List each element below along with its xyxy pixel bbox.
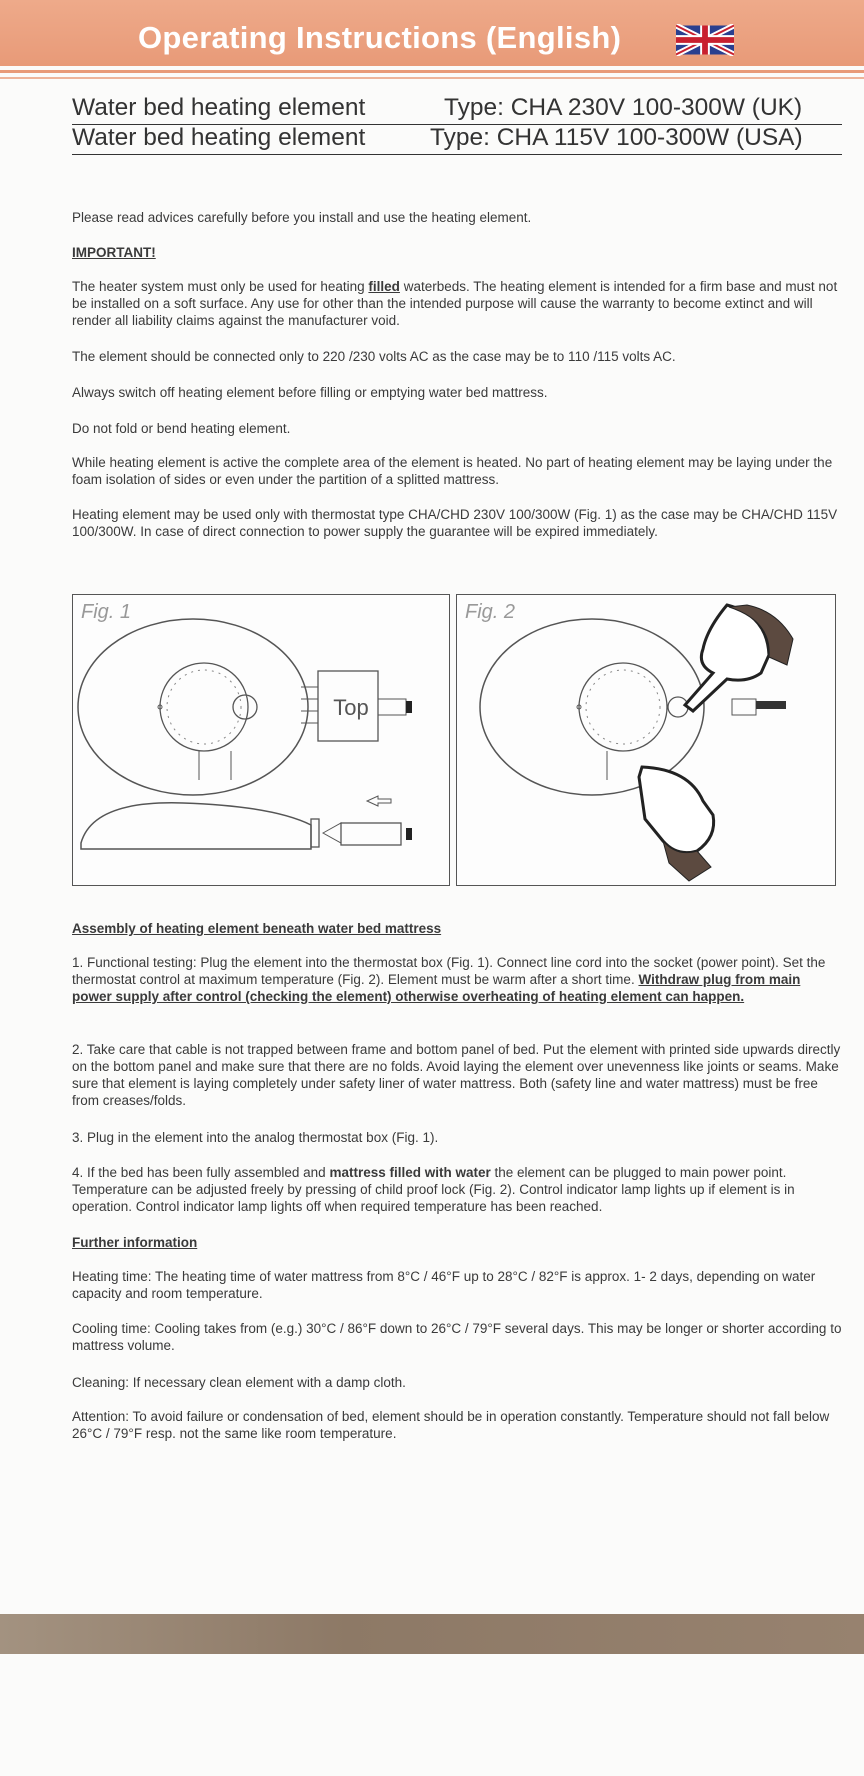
- important-paragraph-3: Always switch off heating element before filling or emptying water bed mattress.: [72, 385, 548, 400]
- product-type: Type: CHA 230V 100-300W (UK): [444, 94, 803, 121]
- thermostat-adjustment-diagram: [457, 595, 835, 885]
- product-name: Water bed heating element: [72, 94, 366, 121]
- emphasis-mattress-filled: mattress filled with water: [329, 1165, 491, 1180]
- assembly-step-3: 3. Plug in the element into the analog thermostat box (Fig. 1).: [72, 1130, 439, 1145]
- attention-text: Attention: To avoid failure or condensation of bed, element should be in operation constantly. Temperature should not fall below 26°C / 79°F resp. not the same like room temperature.: [72, 1409, 830, 1441]
- important-paragraph-6: Heating element may be used only with thermostat type CHA/CHD 230V 100/300W (Fig. 1) as the case may be CHA/CHD 115V 100/300W. In case of direct connection to power supply the guarantee will be expired immediately.: [72, 507, 838, 539]
- header-divider: [0, 70, 864, 73]
- header-band: [0, 0, 864, 66]
- footer-band: [0, 1614, 864, 1654]
- important-paragraph-2: The element should be connected only to 220 /230 volts AC as the case may be to 110 /115 volts AC.: [72, 349, 676, 364]
- pressing-hand-icon: [639, 767, 714, 853]
- top-label: Top: [333, 695, 369, 720]
- figure-2-label: Fig. 2: [465, 601, 516, 623]
- heating-time-text: Heating time: The heating time of water mattress from 8°C / 46°F up to 28°C / 82°F is approx. 1- 2 days, depending on water capacity and room temperature.: [72, 1269, 816, 1301]
- important-paragraph-4: Do not fold or bend heating element.: [72, 421, 291, 436]
- important-paragraph-1: The heater system must only be used for heating filled waterbeds. The heating element is intended for a firm base and must not be installed on a soft surface. Any use for other than the intended purpose will cause the warranty to become extinct and will render all liability claims against the manufacturer void.: [72, 279, 838, 328]
- assembly-step-2: 2. Take care that cable is not trapped between frame and bottom panel of bed. Put the element with printed side upwards directly on the bottom panel and make sure that there are no folds. Avoid laying the element over unevenness like joints or seams. Make sure that element is laying completely under safety liner of water mattress. Both (safety line and water mattress) must be free from creases/folds.: [72, 1042, 841, 1108]
- cleaning-text: Cleaning: If necessary clean element with a damp cloth.: [72, 1375, 406, 1390]
- overheating-warning: Withdraw plug from main power supply after control (checking the element) otherwise overheating of heating element can happen.: [72, 972, 801, 1004]
- further-heading: Further information: [72, 1235, 198, 1250]
- product-name: Water bed heating element: [72, 124, 366, 151]
- intro-text: Please read advices carefully before you install and use the heating element.: [72, 210, 532, 225]
- page-title: Operating Instructions (English): [138, 20, 622, 55]
- important-paragraph-5: While heating element is active the complete area of the element is heated. No part of heating element may be laying under the foam isolation of sides or even under the partition of a splitted mattress.: [72, 455, 833, 487]
- product-title-uk: [72, 94, 842, 125]
- product-type: Type: CHA 115V 100-300W (USA): [430, 124, 803, 151]
- union-jack-flag-icon: [676, 24, 734, 56]
- important-heading: IMPORTANT!: [72, 245, 156, 260]
- cooling-time-text: Cooling time: Cooling takes from (e.g.) 30°C / 86°F down to 26°C / 79°F several days. This may be longer or shorter according to mattress volume.: [72, 1321, 842, 1353]
- assembly-step-4: 4. If the bed has been fully assembled and mattress filled with water the element can be plugged to main power point. Temperature can be adjusted freely by pressing of child proof lock (Fig. 2). Control indicator lamp lights up if element is in operation. Control indicator lamp lights off when required temperature has been reached.: [72, 1165, 795, 1214]
- figure-1: [72, 594, 450, 886]
- header-divider-thin: [0, 77, 864, 79]
- emphasis-filled: filled: [368, 279, 400, 294]
- figure-1-label: Fig. 1: [81, 601, 132, 623]
- figure-2: [456, 594, 836, 886]
- thermostat-diagram: [73, 595, 449, 885]
- assembly-step-1: 1. Functional testing: Plug the element into the thermostat box (Fig. 1). Connect line cord into the socket (power point). Set the thermostat control at maximum temperature (Fig. 2). Element must be warm after a short time. Withdraw plug from main power supply after control (checking the element) otherwise overheating of heating element can happen.: [72, 955, 826, 1004]
- product-title-usa: [72, 124, 842, 155]
- assembly-heading: Assembly of heating element beneath water bed mattress: [72, 921, 442, 936]
